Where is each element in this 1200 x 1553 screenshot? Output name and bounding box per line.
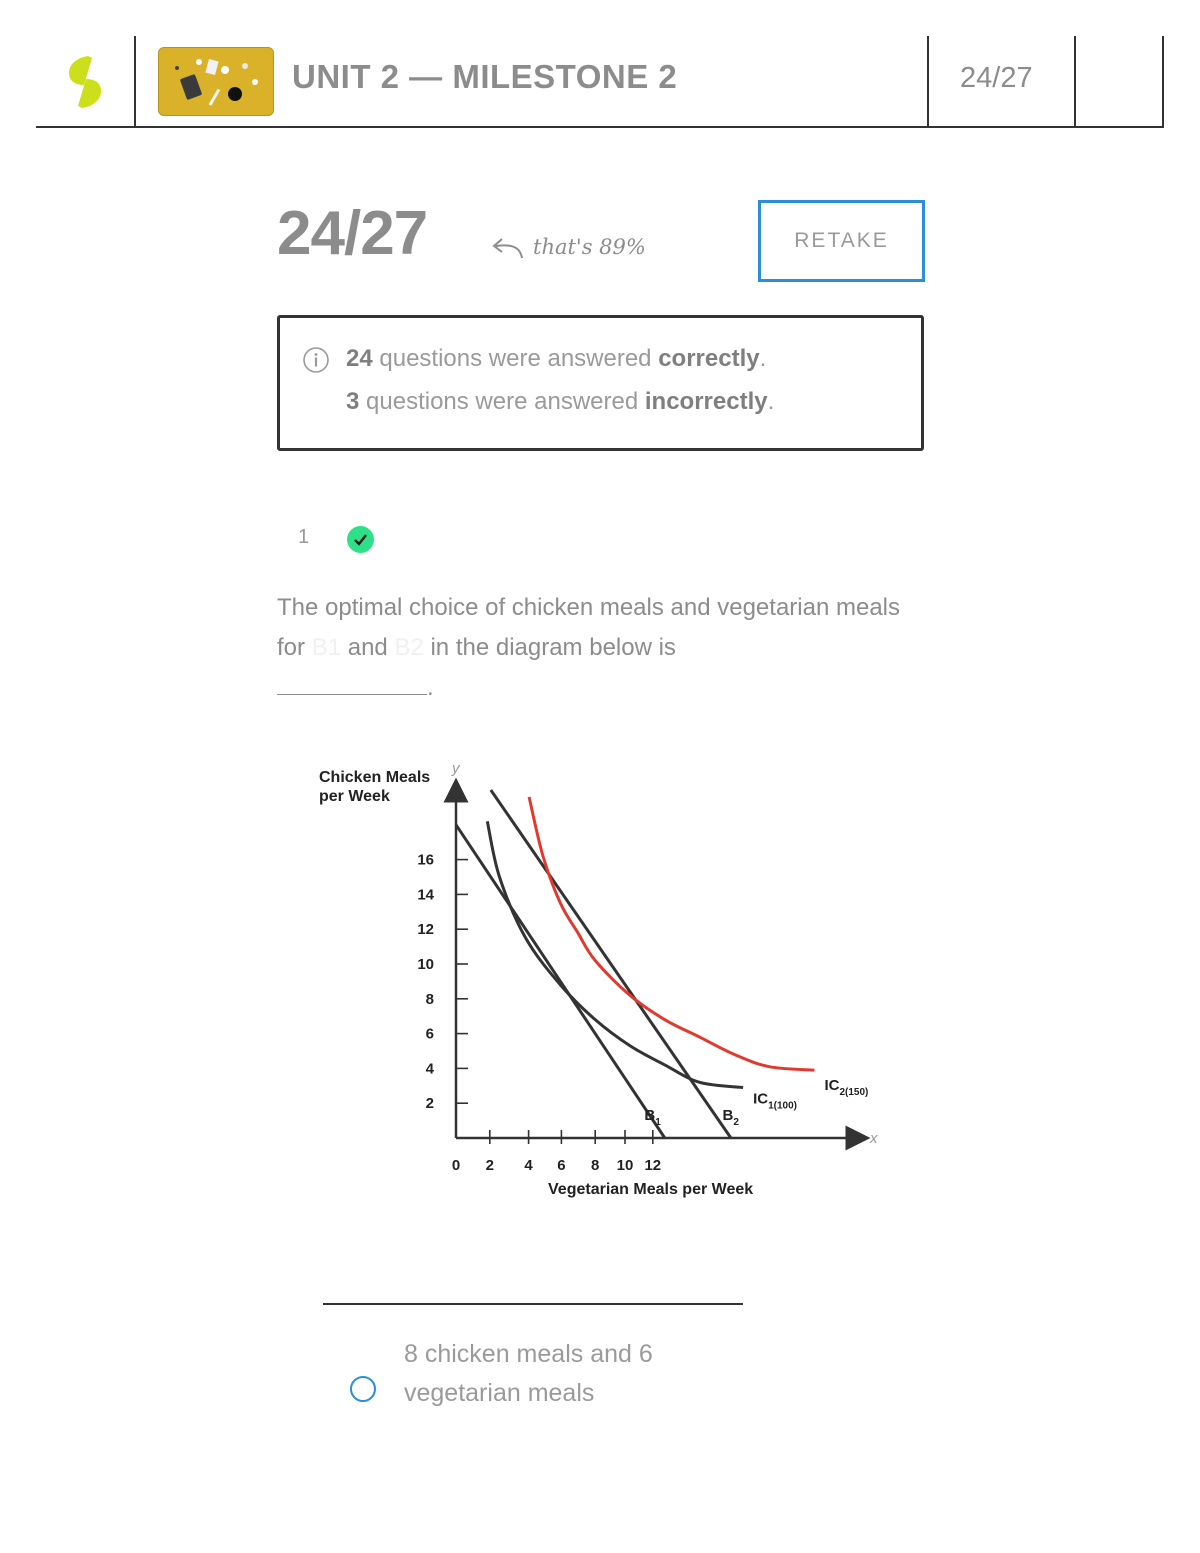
score-value: 24/27: [277, 199, 428, 268]
y-tick-label: 8: [425, 990, 434, 1008]
question-text-and: and: [341, 634, 395, 661]
y-axis-label: Chicken Meals per Week: [319, 769, 431, 805]
chart-ticks: [417, 852, 661, 1174]
answer-option-text[interactable]: 8 chicken meals and 6 vegetarian meals: [404, 1340, 653, 1407]
header-divider: [1074, 36, 1076, 128]
question-ref-b2: B2: [394, 634, 424, 661]
chart-series: [456, 790, 814, 1138]
y-tick-label: 6: [425, 1025, 434, 1043]
answer-radio-button[interactable]: [350, 1376, 376, 1402]
sophia-logo-icon[interactable]: [62, 52, 108, 112]
series-label: $B_2$: [722, 1107, 739, 1128]
score-percent-note: that's 89%: [533, 235, 646, 259]
summary-period: .: [767, 388, 775, 415]
correct-count: 24: [346, 345, 373, 372]
info-icon: [302, 346, 330, 374]
question-ref-b1: B1: [311, 634, 342, 661]
header-score: 24/27: [960, 62, 1033, 94]
summary-period: .: [759, 345, 767, 372]
question-text-end: .: [427, 674, 434, 701]
results-summary-box: [277, 315, 924, 451]
x-axis-symbol: x: [870, 1130, 878, 1147]
chart-axes: [456, 790, 858, 1138]
y-tick-label: 2: [425, 1095, 434, 1113]
x-tick-label: 4: [524, 1157, 533, 1174]
correct-check-icon: [347, 526, 374, 553]
header-divider: [1162, 36, 1164, 128]
question-number[interactable]: 1: [298, 526, 310, 548]
series-label: $B_1$: [644, 1107, 661, 1128]
question-text-part: in the diagram below is: [423, 634, 676, 661]
retake-button[interactable]: RETAKE: [758, 200, 925, 282]
indifference-curve-ic1-100-: [487, 821, 743, 1087]
correct-word: correctly: [658, 345, 760, 372]
y-tick-label: 12: [417, 921, 434, 939]
y-axis-symbol: y: [452, 760, 460, 777]
header-divider: [134, 36, 136, 128]
x-tick-label: 12: [644, 1157, 662, 1174]
answer-blank: [277, 672, 427, 695]
series-label: $IC_{1(100)}$: [753, 1090, 798, 1112]
indifference-curve-ic2-150-: [529, 797, 814, 1070]
question-text: [277, 588, 917, 708]
question-text-part: The optimal choice of chicken meals and vegetarian meals for: [277, 594, 900, 661]
y-tick-label: 10: [417, 956, 434, 973]
curved-arrow-icon: [490, 236, 524, 262]
budget-line-b2: [491, 790, 731, 1138]
y-tick-label: 14: [417, 886, 434, 904]
series-label: $IC_{2(150)}$: [824, 1077, 869, 1099]
page-title: UNIT 2 — MILESTONE 2: [292, 58, 678, 95]
incorrect-word: incorrectly: [644, 388, 768, 415]
x-tick-label: 2: [485, 1157, 494, 1174]
incorrect-count: 3: [346, 388, 360, 415]
answer-divider: [323, 1303, 743, 1305]
x-tick-label: 0: [451, 1157, 461, 1174]
chart-labels: [644, 1077, 868, 1128]
x-axis-label: Vegetarian Meals per Week: [548, 1181, 754, 1198]
summary-correct-line: [346, 345, 766, 373]
course-thumbnail: [158, 47, 274, 116]
summary-text: questions were answered: [359, 388, 645, 415]
x-tick-label: 6: [557, 1157, 566, 1174]
budget-line-b1: [456, 825, 665, 1138]
header-divider: [927, 36, 929, 128]
y-tick-label: 4: [425, 1060, 434, 1078]
summary-incorrect-line: [346, 388, 774, 416]
x-tick-label: 8: [591, 1157, 600, 1174]
x-tick-label: 10: [616, 1157, 634, 1174]
summary-text: questions were answered: [372, 345, 659, 372]
y-tick-label: 16: [417, 851, 434, 869]
